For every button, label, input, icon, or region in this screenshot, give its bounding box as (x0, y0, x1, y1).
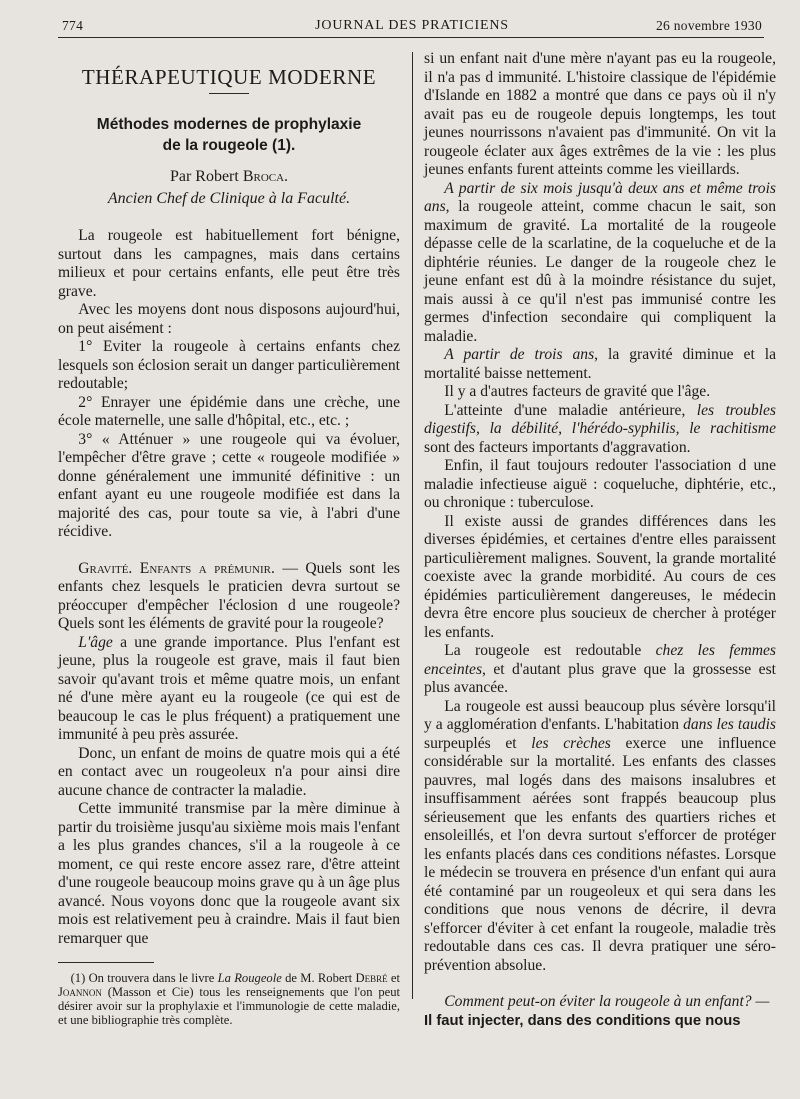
emphasis: dans les taudis (683, 716, 777, 733)
paragraph (424, 346, 776, 383)
paragraph (424, 180, 776, 347)
paragraph (424, 402, 776, 458)
paragraph-age (58, 634, 400, 745)
paragraph: Avec les moyens dont nous disposons aujourd'hui, on peut aisément : (58, 301, 400, 337)
article-title (58, 114, 400, 156)
running-head (62, 14, 762, 36)
paragraph: Il existe aussi de grandes différences dans les diverses épidémies, et certaines d'entre elles paraissent particulièrement malignes. Souvent, la grande mortalité coexiste avec la grande morbidité. Au cours de ces épidémies particulièrement dangereuses, le médecin devra être encore plus soucieux de chercher à protéger les enfants. (424, 512, 776, 641)
section-rule (209, 93, 249, 94)
emphasis: A partir de six mois jusqu'à deux ans et même trois ans (424, 179, 776, 215)
paragraph-text: exerce une influence considérable sur la mortalité. Les enfants des classes pauvres, mal logés dans des maisons insalubres et insuffisamment aérées sont frappés beaucoup plus sérieusement que les enfants des quartiers riches et ensoleillés, et l'on devra surtout s'efforcer de protéger les enfants placés dans ces conditions néfastes. Lorsque le médecin se trouvera en présence d'un enfant qui aura été contaminé par un rougeoleux et qui sera dans les conditions que nous venons de décrire, il devra s'efforcer d'éviter à cet enfant la rougeole, maladie très redoutable dans ces cas. Il devra pratiquer une séro-prévention absolue. (424, 734, 776, 974)
paragraph-text: La rougeole est aussi beaucoup plus sévère lorsqu'il y a agglomération d'enfants. L'habitation (424, 697, 776, 733)
author-prefix: Par Robert (169, 168, 243, 185)
paragraph-text: , la rougeole atteint, comme chacun le sait, son maximum de gravité. La mortalité de la rougeole dépasse celle de la scarlatine, de la coqueluche et de la diphtérie réunies. Le danger de la rougeole chez le jeune enfant est dû à la moindre résistance du sujet, mais aussi à ce qu'il n'est pas immunisé contre les germes d'infection secondaire qui compliquent la maladie. (424, 198, 776, 345)
left-column (58, 52, 400, 1027)
byline (58, 166, 400, 188)
author-surname: Broca (242, 168, 285, 185)
emphasis: les crèches (531, 734, 611, 752)
paragraph-text: — Quels sont les enfants chez lesquels le praticien devra surtout se préoccuper d'empêcher l'éclosion d une rougeole? Quels sont les éléments de gravité pour la rougeole? (58, 559, 400, 632)
paragraph-gravite (58, 560, 400, 634)
paragraph (424, 698, 776, 976)
paragraph: Enfin, il faut toujours redouter l'association d une maladie infectieuse aiguë : coqueluche, diphtérie, etc., ou chronique : tuberculose. (424, 457, 776, 511)
paragraph: La rougeole est habituellement fort bénigne, surtout dans les campagnes, mais dans certains milieux et pour certains enfants, elle peut être très grave. (58, 227, 400, 300)
spacer (424, 975, 776, 993)
author-name: Joannon (58, 985, 102, 999)
paragraph-text: , et d'autant plus grave que la grossesse est plus avancée. (424, 660, 776, 696)
list-item: 1° Eviter la rougeole à certains enfants chez lesquels son éclosion serait un danger particulièrement redoutable; (58, 338, 400, 392)
paragraph-text: , la gravité diminue et la mortalité baisse nettement. (424, 346, 776, 382)
paragraph: Cette immunité transmise par la mère diminue à partir du troisième jusqu'au sixième mois mais l'enfant a les plus grandes chances, s'il a la rougeole à ce moment, ce qui reste encore assez rare, d'être atteint d'une rougeole beaucoup moins grave qu à un âge plus avancé. Nous voyons donc que la rougeole avant six mois est relativement peu à craindre. Mais il faut bien remarquer que (58, 800, 400, 947)
author-suffix: . (284, 168, 289, 185)
emphasis: A partir de trois ans (444, 346, 595, 363)
section-title: THÉRAPEUTIQUE MODERNE (81, 65, 377, 89)
footnote-text: (1) On trouvera dans le livre (70, 971, 218, 985)
list-item: 2° Enrayer une épidémie dans une crèche, une école maternelle, une salle d'hôpital, etc., etc. ; (58, 393, 400, 429)
issue-date: 26 novembre 1930 (655, 18, 762, 33)
paragraph-text: a une grande importance. Plus l'enfant est jeune, plus la rougeole est grave, mais il faut bien savoir qu'avant trois et même quatre mois, un enfant né d'une mère ayant eu la rougeole (ce qui est de beaucoup le cas le plus fréquent) a pratiquement une immunité à peu près assurée. (58, 633, 400, 743)
emphasis: les troubles digestifs, la débilité, l'hérédo-syphilis, le rachitisme (424, 401, 776, 437)
emphasis: L'âge (78, 633, 113, 651)
paragraph-text: La rougeole est redoutable (444, 642, 656, 659)
emphasis: chez les femmes enceintes (424, 642, 777, 678)
paragraph-continued: Il faut injecter, dans des conditions que nous (424, 1012, 741, 1029)
paragraph-text: sont des facteurs importants d'aggravation. (424, 438, 691, 456)
paragraph: Il y a d'autres facteurs de gravité que l'âge. (444, 383, 711, 400)
paragraph: si un enfant nait d'une mère n'ayant pas eu la rougeole, il n'a pas d immunité. L'histoire classique de l'épidémie d'Islande en 1882 a montré que dans ce pays où il n'y avait pas eu de rougeole depuis longtemps, les tout jeunes nourrissons n'avaient pas d'immunité. On vit la rougeole éclater aux âges extrêmes de la vie : les plus jeunes enfants furent atteints comme les vieillards. (424, 50, 776, 178)
list-item: 3° « Atténuer » une rougeole qui va évoluer, l'empêcher d'être grave ; cette « rougeole modifiée » donne généralement une immunité définitive : un enfant ayant eu une rougeole modifiée est dans la majorité des cas, pour toute sa vie, à l'abri d'une récidive. (58, 430, 400, 540)
paragraph (424, 642, 776, 698)
right-column (424, 50, 776, 1030)
footnote-text: et (387, 971, 400, 985)
author-affiliation: Ancien Chef de Clinique à la Faculté. (107, 190, 351, 207)
paragraph-text: surpeuplés et (424, 734, 532, 752)
header-rule (58, 37, 764, 38)
paragraph: Donc, un enfant de moins de quatre mois qui a été en contact avec un rougeoleux n'a pour ainsi dire aucune chance de contracter la maladie. (58, 744, 400, 799)
page-number: 774 (62, 18, 84, 33)
paragraph-text: L'atteinte d'une maladie antérieure, (444, 401, 697, 419)
footnote (58, 971, 400, 1027)
footnote-text: (Masson et Cie) tous les renseignements que l'on peut désirer avoir sur la prophylaxie et l'immunologie de cette maladie, et une bibliographie très complète. (58, 985, 400, 1027)
spacer (58, 542, 400, 560)
footnote-rule (58, 962, 154, 963)
column-divider (412, 52, 413, 999)
subheading-question: Comment peut-on éviter la rougeole à un enfant? — (444, 993, 770, 1010)
article-title-line-1: Méthodes modernes de prophylaxie (96, 116, 362, 133)
journal-title: JOURNAL DES PRATICIENS (315, 18, 509, 33)
book-title: La Rougeole (217, 971, 282, 985)
author-name: Debré (355, 971, 388, 985)
run-in-heading: Gravité. Enfants a prémunir. (78, 559, 275, 577)
article-title-line-2: de la rougeole (1). (162, 137, 296, 154)
footnote-text: de M. Robert (281, 971, 356, 985)
